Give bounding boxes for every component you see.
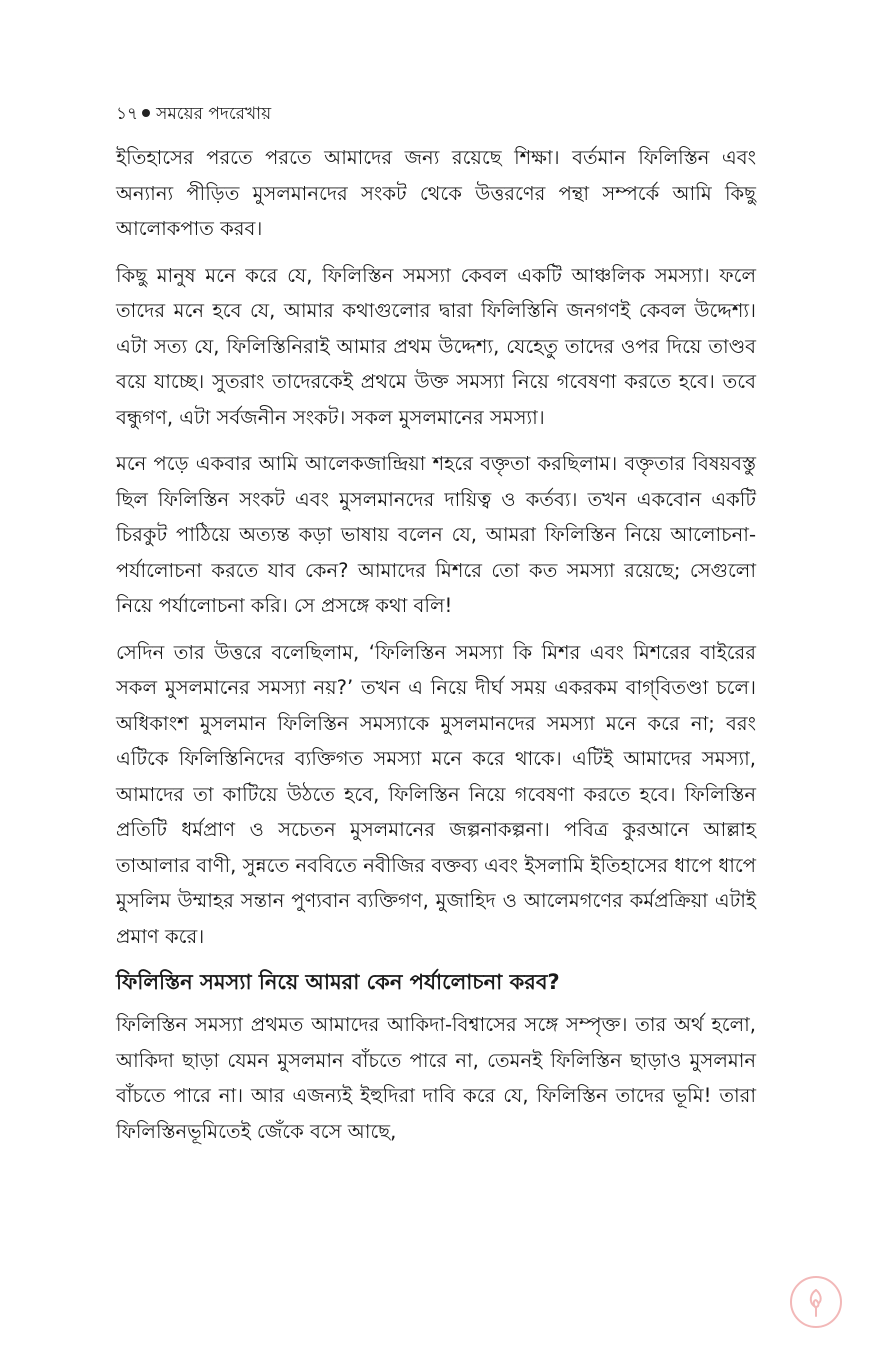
running-head (116, 102, 756, 126)
bullet-icon (142, 109, 150, 117)
section-heading: ফিলিস্তিন সমস্যা নিয়ে আমরা কেন পর্যালোচনা করব? (116, 970, 560, 994)
paragraph-5: ফিলিস্তিন সমস্যা প্রথমত আমাদের আকিদা-বিশ্বাসের সঙ্গে সম্পৃক্ত। তার অর্থ হলো, আকিদা ছাড়া যেমন মুসলমান বাঁচতে পারে না, তেমনই ফিলিস্তিন ছাড়াও মুসলমান বাঁচতে পারে না। আর এজন্যই ইহুদিরা দাবি করে যে, ফিলিস্তিন তাদের ভূমি! তারা ফিলিস্তিনভূমিতেই জেঁকে বসে আছে, (116, 1013, 756, 1143)
paragraph-1: ইতিহাসের পরতে পরতে আমাদের জন্য রয়েছে শিক্ষা। বর্তমান ফিলিস্তিন এবং অন্যান্য পীড়িত মুসলমানদের সংকট থেকে উত্তরণের পন্থা সম্পর্কে আমি কিছু আলোকপাত করব। (116, 146, 756, 240)
paragraph-2: কিছু মানুষ মনে করে যে, ফিলিস্তিন সমস্যা কেবল একটি আঞ্চলিক সমস্যা। ফলে তাদের মনে হবে যে, আমার কথাগুলোর দ্বারা ফিলিস্তিনি জনগণই কেবল উদ্দেশ্য। এটা সত্য যে, ফিলিস্তিনিরাই আমার প্রথম উদ্দেশ্য, যেহেতু তাদের ওপর দিয়ে তাণ্ডব বয়ে যাচ্ছে। সুতরাং তাদেরকেই প্রথমে উক্ত সমস্যা নিয়ে গবেষণা করতে হবে। তবে বন্ধুগণ, এটা সর্বজনীন সংকট। সকল মুসলমানের সমস্যা। (116, 263, 756, 429)
paragraph-3: মনে পড়ে একবার আমি আলেকজান্দ্রিয়া শহরে বক্তৃতা করছিলাম। বক্তৃতার বিষয়বস্তু ছিল ফিলিস্তিন সংকট এবং মুসলমানদের দায়িত্ব ও কর্তব্য। তখন একবোন একটি চিরকুট পাঠিয়ে অত্যন্ত কড়া ভাষায় বলেন যে, আমরা ফিলিস্তিন নিয়ে আলোচনা-পর্যালোচনা করতে যাব কেন? আমাদের মিশরে তো কত সমস্যা রয়েছে; সেগুলো নিয়ে পর্যালোচনা করি। সে প্রসঙ্গে কথা বলি! (116, 452, 756, 617)
page-number: ১৭ (116, 104, 139, 124)
paragraph-4: সেদিন তার উত্তরে বলেছিলাম, ‘ফিলিস্তিন সমস্যা কি মিশর এবং মিশরের বাইরের সকল মুসলমানের সমস্যা নয়?’ তখন এ নিয়ে দীর্ঘ সময় একরকম বাগ্‌বিতণ্ডা চলে। অধিকাংশ মুসলমান ফিলিস্তিন সমস্যাকে মুসলমানদের সমস্যা মনে করে না; বরং এটিকে ফিলিস্তিনিদের ব্যক্তিগত সমস্যা মনে করে থাকে। এটিই আমাদের সমস্যা, আমাদের তা কাটিয়ে উঠতে হবে, ফিলিস্তিন নিয়ে গবেষণা করতে হবে। ফিলিস্তিন প্রতিটি ধর্মপ্রাণ ও সচেতন মুসলমানের জল্পনাকল্পনা। পবিত্র কুরআনে আল্লাহ তাআলার বাণী, সুন্নতে নববিতে নবীজির বক্তব্য এবং ইসলামি ইতিহাসের ধাপে ধাপে মুসলিম উম্মাহর সন্তান পুণ্যবান ব্যক্তিগণ, মুজাহিদ ও আলেমগণের কর্মপ্রক্রিয়া এটাই প্রমাণ করে। (116, 640, 756, 948)
book-page (116, 102, 756, 1160)
publisher-logo-icon (790, 1276, 842, 1328)
running-head-title: সময়ের পদরেখায় (156, 104, 272, 124)
